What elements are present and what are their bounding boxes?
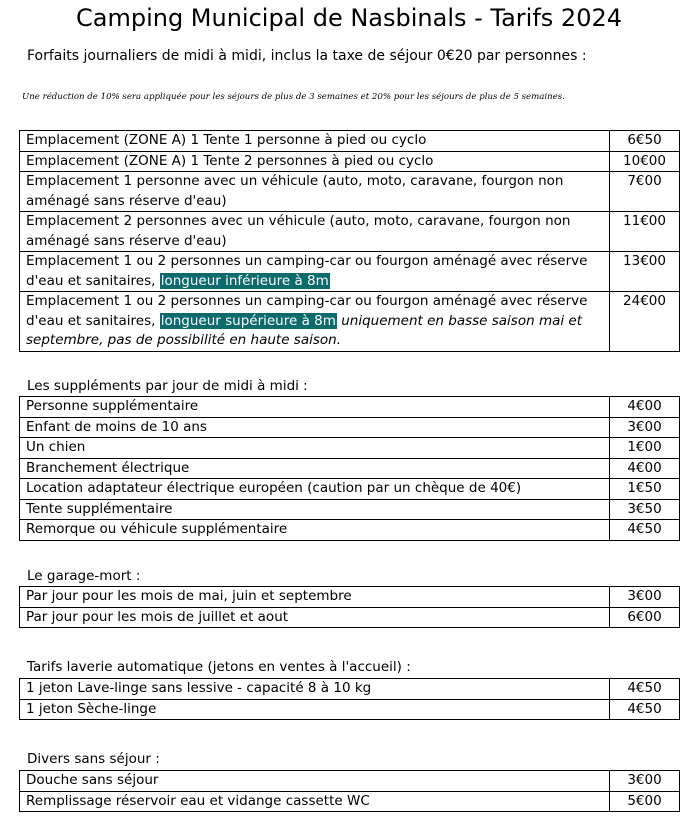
length-highlight: longueur inférieure à 8m: [160, 272, 329, 289]
table-row: [20, 131, 680, 152]
laverie-table: [19, 678, 680, 720]
table-row: [20, 252, 680, 292]
row-price: 10€00: [610, 151, 680, 172]
row-label-cell: [20, 292, 610, 352]
row-label: Emplacement (ZONE A) 1 Tente 2 personnes à pied ou cyclo: [20, 151, 610, 172]
table-row: [20, 499, 680, 520]
table-row: [20, 212, 680, 252]
table-row: [20, 417, 680, 438]
supplements-heading: Les suppléments par jour de midi à midi :: [27, 378, 308, 394]
reduction-note: Une réduction de 10% sera appliquée pour les séjours de plus de 3 semaines et 20% pour les séjours de plus de 5 semaines.: [22, 92, 565, 102]
page-title: Camping Municipal de Nasbinals - Tarifs 2024: [75, 4, 622, 32]
row-price: 4€00: [610, 458, 680, 479]
row-label: Emplacement 1 ou 2 personnes un camping-car ou fourgon aménagé avec réserve d'eau et sanitaires,: [26, 253, 588, 289]
row-price: 6€00: [610, 607, 680, 628]
row-price: 3€50: [610, 499, 680, 520]
table-row: [20, 520, 680, 541]
row-price: 1€50: [610, 479, 680, 500]
row-price: 3€00: [610, 771, 680, 792]
row-label: Personne supplémentaire: [20, 397, 610, 418]
row-label: Branchement électrique: [20, 458, 610, 479]
row-price: 24€00: [610, 292, 680, 352]
table-row: [20, 679, 680, 700]
laverie-heading-note: (jetons en ventes à l'accueil) :: [203, 659, 411, 675]
divers-heading: Divers sans séjour :: [27, 751, 160, 767]
row-price: 6€50: [610, 131, 680, 152]
row-price: 3€00: [610, 587, 680, 608]
row-price: 4€50: [610, 679, 680, 700]
row-label: Un chien: [20, 438, 610, 459]
row-label: Emplacement (ZONE A) 1 Tente 1 personne à pied ou cyclo: [20, 131, 610, 152]
row-label: Douche sans séjour: [20, 771, 610, 792]
garage-heading: Le garage-mort :: [27, 568, 141, 584]
row-label: Location adaptateur électrique européen (caution par un chèque de 40€): [20, 479, 610, 500]
table-row: [20, 607, 680, 628]
row-label: Tente supplémentaire: [20, 499, 610, 520]
row-label: Emplacement 1 ou 2 personnes un camping-car ou fourgon aménagé avec réserve d'eau et sanitaires,: [26, 293, 588, 329]
length-highlight: longueur supérieure à 8m: [160, 312, 336, 329]
laverie-heading-title: Tarifs laverie automatique: [27, 659, 204, 675]
laverie-heading: [27, 658, 411, 676]
emplacements-table: [19, 130, 680, 352]
row-label: Emplacement 1 personne avec un véhicule (auto, moto, caravane, fourgon non aménagé sans réserve d'eau): [20, 172, 610, 212]
table-row: [20, 151, 680, 172]
table-row: [20, 458, 680, 479]
table-row: [20, 438, 680, 459]
season-note: uniquement en basse saison mai et septembre, pas de possibilité en haute saison.: [26, 312, 583, 348]
row-label: Par jour pour les mois de mai, juin et septembre: [20, 587, 610, 608]
row-price: 11€00: [610, 212, 680, 252]
garage-table: [19, 586, 680, 628]
supplements-table: [19, 396, 680, 541]
row-label: Remplissage réservoir eau et vidange cassette WC: [20, 791, 610, 812]
row-label: 1 jeton Sèche-linge: [20, 699, 610, 720]
row-price: 5€00: [610, 791, 680, 812]
table-row: [20, 479, 680, 500]
table-row: [20, 587, 680, 608]
forfait-intro: Forfaits journaliers de midi à midi, inclus la taxe de séjour 0€20 par personnes :: [27, 48, 587, 64]
table-row: [20, 771, 680, 792]
table-row: [20, 397, 680, 418]
row-price: 4€50: [610, 520, 680, 541]
row-price: 4€00: [610, 397, 680, 418]
row-label: 1 jeton Lave-linge sans lessive - capacité 8 à 10 kg: [20, 679, 610, 700]
row-price: 7€00: [610, 172, 680, 212]
table-row: [20, 172, 680, 212]
row-label: Remorque ou véhicule supplémentaire: [20, 520, 610, 541]
row-price: 4€50: [610, 699, 680, 720]
divers-table: [19, 770, 680, 812]
row-label: Emplacement 2 personnes avec un véhicule (auto, moto, caravane, fourgon non aménagé sans réserve d'eau): [20, 212, 610, 252]
table-row: [20, 292, 680, 352]
row-price: 3€00: [610, 417, 680, 438]
row-label: Par jour pour les mois de juillet et aout: [20, 607, 610, 628]
row-price: 1€00: [610, 438, 680, 459]
row-price: 13€00: [610, 252, 680, 292]
table-row: [20, 791, 680, 812]
table-row: [20, 699, 680, 720]
row-label: Enfant de moins de 10 ans: [20, 417, 610, 438]
row-label-cell: [20, 252, 610, 292]
